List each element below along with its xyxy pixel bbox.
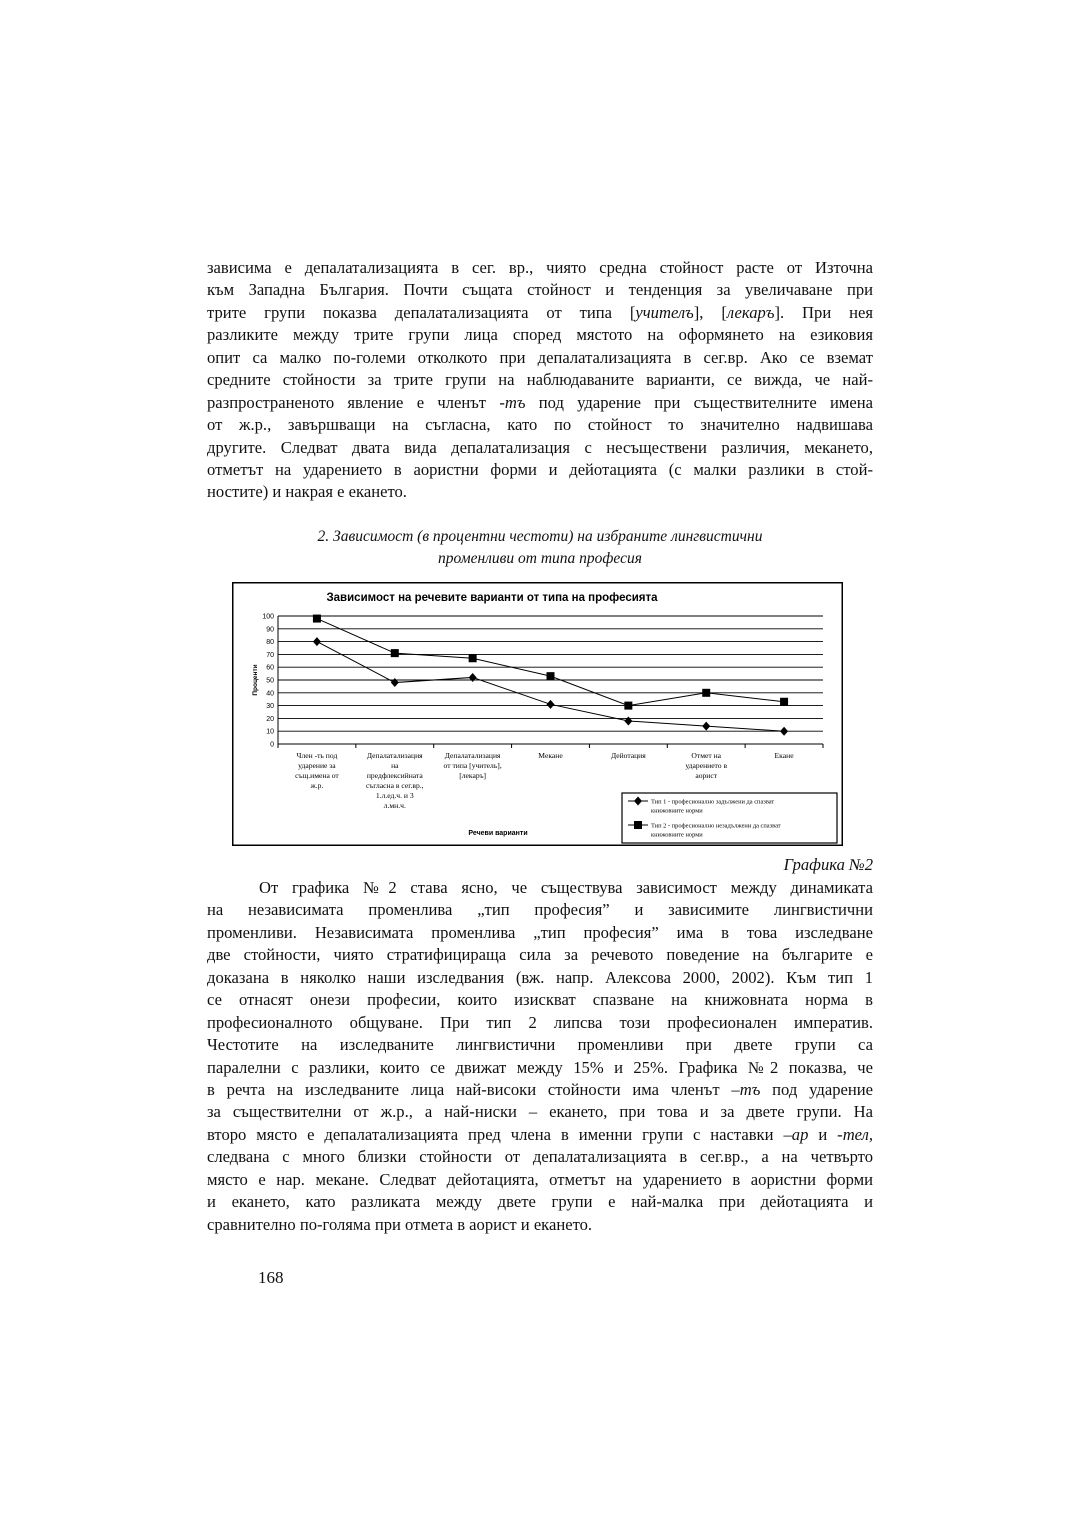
data-point-series-2 <box>624 702 632 710</box>
text-line <box>207 877 873 899</box>
text-segment: Честотите на изследваните лингвистични променливи при двете групи са <box>207 1035 873 1055</box>
figure-label: Графика №2 <box>783 855 873 874</box>
y-tick-label: 20 <box>266 715 274 723</box>
page-number: 168 <box>258 1268 284 1287</box>
text-line <box>207 1169 873 1191</box>
text-segment: и екането, като разликата между двете групи е най-малка при дейотацията и <box>207 1192 873 1212</box>
body-paragraph-1 <box>207 257 873 504</box>
text-segment: ]. При нея <box>774 302 873 322</box>
legend-label: книжовните норми <box>651 807 703 815</box>
x-tick-label: Дейотация <box>610 751 646 760</box>
figure-caption-line-1: 2. Зависимост (в процентни честоти) на избраните лингвистични <box>317 528 763 545</box>
text-line <box>207 414 873 436</box>
data-point-series-2 <box>391 649 399 657</box>
x-tick-label: ударение за <box>298 761 336 770</box>
data-point-series-2 <box>469 654 477 662</box>
data-point-series-2 <box>313 615 321 623</box>
y-tick-label: 40 <box>266 690 274 698</box>
legend-label: Тип 1 - професионално задължени да спазват <box>651 798 775 806</box>
text-segment: второ място е депалатализацията пред члена в именни групи с наставки – <box>207 1124 792 1144</box>
text-line <box>207 279 873 301</box>
text-segment: разпространеното явление е членът - <box>207 392 505 412</box>
text-line <box>207 989 873 1011</box>
x-tick-label: Отмет на <box>691 751 722 760</box>
legend-label: книжовните норми <box>651 831 703 839</box>
text-line <box>207 1079 873 1101</box>
text-segment: за съществителни от ж.р., а най-ниски – екането, при това и за двете групи. На <box>207 1102 873 1122</box>
text-line <box>207 1124 873 1146</box>
text-line <box>207 257 873 279</box>
text-segment: паралелни с разлики, които се движат между 15% и 25%. Графика №2 показва, че <box>207 1057 873 1077</box>
text-line <box>207 392 873 414</box>
text-line <box>207 481 873 503</box>
y-tick-label: 100 <box>262 613 274 621</box>
text-segment: място е нар. мекане. Следват дейотацията, отметът на ударението в аористни форми <box>207 1169 873 1189</box>
text-segment: зависима е депалатализацията в сег. вр., чиято средна стойност расте от Източна <box>207 258 873 277</box>
text-line <box>207 369 873 391</box>
italic-text: тел, <box>842 1124 874 1144</box>
text-segment: и - <box>808 1124 843 1144</box>
text-line <box>207 899 873 921</box>
x-tick-label: предфлексийната <box>366 771 423 780</box>
body-paragraph-2 <box>207 877 873 1236</box>
text-segment: разликите между трите групи лица според мястото на оформянето на езиковия <box>207 325 873 345</box>
x-tick-label: Депалатализация <box>366 751 423 760</box>
x-tick-label: Член -ть под <box>296 751 338 760</box>
text-line <box>207 1057 873 1079</box>
text-line <box>207 1146 873 1168</box>
y-axis-title: Проценти <box>252 664 259 696</box>
legend-marker <box>634 821 642 829</box>
legend-label: Тип 2 - професионално незадължени да спазват <box>651 822 781 830</box>
text-segment: променливи. Независимата променлива „тип професия” има в това изследване <box>207 922 873 942</box>
x-tick-label: аорист <box>695 771 718 780</box>
text-line <box>207 1191 873 1213</box>
x-tick-label: Екане <box>774 751 794 760</box>
italic-text: учителъ <box>635 302 694 322</box>
text-segment: ], [ <box>693 302 727 322</box>
data-point-series-2 <box>780 698 788 706</box>
text-line <box>207 944 873 966</box>
figure-caption <box>207 526 873 570</box>
x-tick-label: ж.р. <box>310 781 324 790</box>
italic-text: лекаръ <box>726 302 775 322</box>
text-segment: към Западна България. Почти същата стойност и тенденция за увеличаване при <box>207 280 873 300</box>
x-tick-label: [лекаръ] <box>459 771 487 780</box>
y-tick-label: 50 <box>266 677 274 685</box>
y-tick-label: 30 <box>266 703 274 711</box>
data-point-series-2 <box>547 672 555 680</box>
y-tick-label: 70 <box>266 651 274 659</box>
text-line <box>207 1214 873 1236</box>
figure-caption-line-2: променливи от типа професия <box>438 550 642 567</box>
text-segment: отметът на ударението в аористни форми и дейотацията (с малки разлики в стой- <box>207 459 873 479</box>
text-segment: трите групи показва депалатализацията от типа [ <box>207 302 636 322</box>
y-tick-label: 80 <box>266 639 274 647</box>
text-line <box>207 967 873 989</box>
text-segment: професионалното общуване. При тип 2 липсва този професионален императив. <box>207 1012 873 1032</box>
text-segment: под ударение <box>760 1079 873 1099</box>
text-segment: две стойности, чиято стратифицираща сила за речевото поведение на българите е <box>207 945 873 965</box>
text-line <box>207 1012 873 1034</box>
x-tick-label: ударението в <box>685 761 728 770</box>
x-tick-label: съгласна в сег.вр., <box>366 781 424 790</box>
text-segment: от ж.р., завършващи на съгласна, като по стойност то значително надвишава <box>207 415 873 435</box>
x-tick-label: от типа [учитель], <box>443 761 502 770</box>
italic-text: ар <box>791 1124 809 1144</box>
x-tick-label: Депалатализация <box>444 751 501 760</box>
data-point-series-2 <box>702 689 710 697</box>
y-tick-label: 90 <box>266 626 274 634</box>
text-segment: следвана с много близки стойности от депалатализацията в сег.вр., а на четвърто <box>207 1147 873 1167</box>
x-tick-label: Мекане <box>538 751 563 760</box>
text-segment: От графика №2 става ясно, че съществува зависимост между динамиката <box>259 878 873 897</box>
text-segment: на независимата променлива „тип професия” и зависимите лингвистични <box>207 900 873 920</box>
text-line <box>207 922 873 944</box>
x-tick-label: същ.имена от <box>295 771 339 780</box>
text-line <box>207 302 873 324</box>
text-segment: в речта на изследваните лица най-високи стойности има членът – <box>207 1079 740 1099</box>
text-segment: опит са малко по-големи отколкото при депалатализацията в сег.вр. Ако се вземат <box>207 347 873 367</box>
text-segment: под ударение при съществителните имена <box>525 392 874 412</box>
text-segment: ностите) и накрая е екането. <box>207 482 407 502</box>
x-tick-label: на <box>391 761 399 770</box>
y-tick-label: 10 <box>266 728 274 736</box>
text-line <box>207 324 873 346</box>
text-line <box>207 347 873 369</box>
x-axis-title: Речеви варианти <box>468 830 528 837</box>
text-line <box>207 459 873 481</box>
text-segment: другите. Следват двата вида депалатализация с несъществени различия, мекането, <box>207 437 873 457</box>
chart-title: Зависимост на речевите варианти от типа на професията <box>326 592 658 604</box>
italic-text: тъ <box>504 392 526 412</box>
x-tick-label: л.мн.ч. <box>383 801 406 810</box>
text-segment: доказана в няколко наши изследвания (вж. напр. Алексова 2000, 2002). Към тип 1 <box>207 967 873 987</box>
text-segment: се отнасят онези професии, които изискват спазване на книжовната норма в <box>207 990 873 1010</box>
y-tick-label: 0 <box>270 741 274 749</box>
y-tick-label: 60 <box>266 664 274 672</box>
italic-text: тъ <box>739 1079 761 1099</box>
x-tick-label: 1.л.ед.ч. и 3 <box>375 791 414 800</box>
text-line <box>207 437 873 459</box>
line-chart <box>232 582 843 846</box>
text-line <box>207 1034 873 1056</box>
text-line <box>207 1101 873 1123</box>
text-segment: средните стойности за трите групи на наблюдаваните варианти, се вижда, че най- <box>207 370 873 390</box>
text-segment: сравнително по-голяма при отмета в аорист и екането. <box>207 1214 593 1234</box>
